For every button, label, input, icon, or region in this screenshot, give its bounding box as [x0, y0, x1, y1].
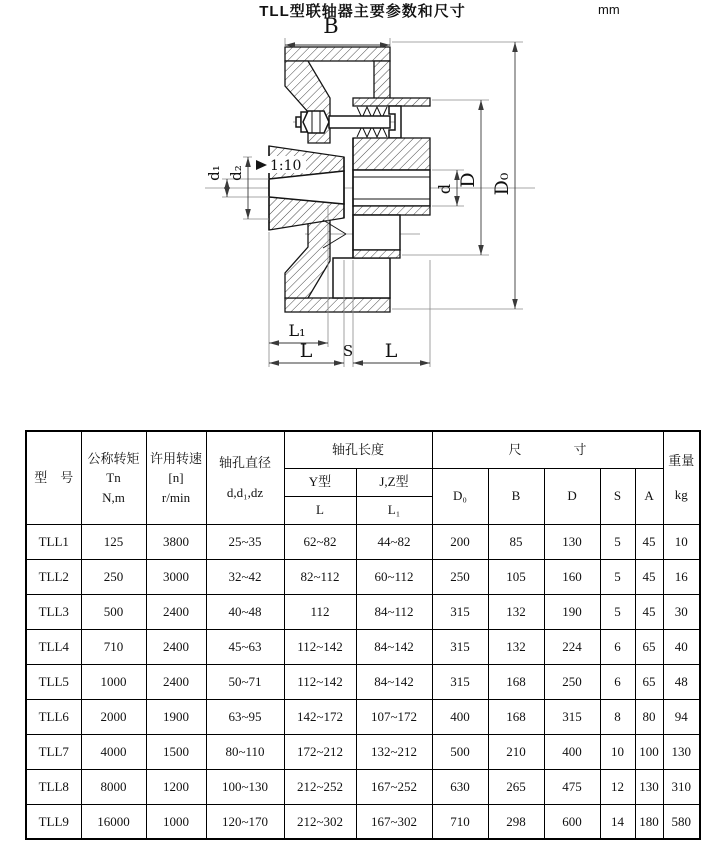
- right-hub-section: [353, 138, 430, 258]
- value-cell: 10: [600, 734, 635, 769]
- value-cell: 112~142: [284, 629, 356, 664]
- value-cell: 168: [488, 664, 544, 699]
- speed-unit: r/min: [161, 489, 191, 505]
- value-cell: 45~63: [206, 629, 284, 664]
- value-cell: 2400: [146, 594, 206, 629]
- speed-symbol: [n]: [168, 470, 184, 485]
- col-header-D: D: [544, 468, 600, 524]
- value-cell: 172~212: [284, 734, 356, 769]
- model-cell: TLL8: [26, 769, 81, 804]
- value-cell: 16000: [81, 804, 146, 839]
- value-cell: 400: [544, 734, 600, 769]
- table-title-row: [25, 0, 700, 22]
- value-cell: 167~252: [356, 769, 432, 804]
- dim-label-taper: 1:10: [270, 158, 302, 174]
- col-header-bore: [206, 431, 284, 524]
- value-cell: 212~302: [284, 804, 356, 839]
- value-cell: 40: [663, 629, 700, 664]
- value-cell: 84~142: [356, 629, 432, 664]
- value-cell: 45: [635, 594, 663, 629]
- model-cell: TLL7: [26, 734, 81, 769]
- value-cell: 580: [663, 804, 700, 839]
- col-header-bore-length: 轴孔长度: [284, 431, 432, 468]
- value-cell: 265: [488, 769, 544, 804]
- value-cell: 30: [663, 594, 700, 629]
- value-cell: 62~82: [284, 524, 356, 559]
- col-header-jz-type: J,Z型: [356, 468, 432, 496]
- value-cell: 1000: [146, 804, 206, 839]
- col-header-y-type: Y型: [284, 468, 356, 496]
- table-row: [26, 594, 700, 629]
- value-cell: 212~252: [284, 769, 356, 804]
- value-cell: 710: [81, 629, 146, 664]
- table-header: [26, 431, 700, 524]
- value-cell: 112: [284, 594, 356, 629]
- value-cell: 2000: [81, 699, 146, 734]
- value-cell: 4000: [81, 734, 146, 769]
- value-cell: 105: [488, 559, 544, 594]
- value-cell: 48: [663, 664, 700, 699]
- value-cell: 1000: [81, 664, 146, 699]
- value-cell: 94: [663, 699, 700, 734]
- value-cell: 50~71: [206, 664, 284, 699]
- table-row: [26, 734, 700, 769]
- value-cell: 132: [488, 629, 544, 664]
- value-cell: 63~95: [206, 699, 284, 734]
- value-cell: 475: [544, 769, 600, 804]
- value-cell: 298: [488, 804, 544, 839]
- dim-label-L1: L₁: [288, 321, 306, 340]
- value-cell: 100~130: [206, 769, 284, 804]
- value-cell: 5: [600, 594, 635, 629]
- col-header-D0: D₀: [432, 468, 488, 524]
- value-cell: 10: [663, 524, 700, 559]
- value-cell: 12: [600, 769, 635, 804]
- value-cell: 100: [635, 734, 663, 769]
- value-cell: 160: [544, 559, 600, 594]
- table-title: TLL型联轴器主要参数和尺寸: [259, 3, 466, 20]
- value-cell: 65: [635, 629, 663, 664]
- value-cell: 1900: [146, 699, 206, 734]
- value-cell: 130: [544, 524, 600, 559]
- col-header-model: 型 号: [26, 431, 81, 524]
- col-header-L: L: [284, 496, 356, 524]
- dim-label-S: S: [342, 342, 354, 360]
- value-cell: 190: [544, 594, 600, 629]
- value-cell: 500: [81, 594, 146, 629]
- value-cell: 315: [432, 629, 488, 664]
- value-cell: 250: [544, 664, 600, 699]
- value-cell: 167~302: [356, 804, 432, 839]
- value-cell: 130: [635, 769, 663, 804]
- table-row: [26, 559, 700, 594]
- value-cell: 6: [600, 629, 635, 664]
- value-cell: 44~82: [356, 524, 432, 559]
- value-cell: 142~172: [284, 699, 356, 734]
- model-cell: TLL3: [26, 594, 81, 629]
- value-cell: 8: [600, 699, 635, 734]
- value-cell: 6: [600, 664, 635, 699]
- value-cell: 107~172: [356, 699, 432, 734]
- table-row: [26, 629, 700, 664]
- value-cell: 8000: [81, 769, 146, 804]
- value-cell: 84~112: [356, 594, 432, 629]
- dim-label-d2: d₂: [227, 165, 245, 181]
- model-cell: TLL4: [26, 629, 81, 664]
- value-cell: 80: [635, 699, 663, 734]
- table-row: [26, 804, 700, 839]
- value-cell: 250: [432, 559, 488, 594]
- value-cell: 2400: [146, 629, 206, 664]
- value-cell: 25~35: [206, 524, 284, 559]
- dim-label-d: d: [435, 183, 454, 195]
- value-cell: 310: [663, 769, 700, 804]
- value-cell: 32~42: [206, 559, 284, 594]
- value-cell: 84~142: [356, 664, 432, 699]
- model-cell: TLL2: [26, 559, 81, 594]
- value-cell: 80~110: [206, 734, 284, 769]
- value-cell: 315: [544, 699, 600, 734]
- col-header-speed: [146, 431, 206, 524]
- value-cell: 5: [600, 524, 635, 559]
- dim-label-D0: D₀: [491, 172, 513, 196]
- coupling-section-svg: [0, 0, 725, 385]
- table-row: [26, 664, 700, 699]
- value-cell: 45: [635, 524, 663, 559]
- model-cell: TLL6: [26, 699, 81, 734]
- value-cell: 630: [432, 769, 488, 804]
- value-cell: 65: [635, 664, 663, 699]
- col-header-size: 尺 寸: [432, 431, 663, 468]
- table-row: [26, 769, 700, 804]
- value-cell: 132: [488, 594, 544, 629]
- table-row: [26, 699, 700, 734]
- value-cell: 400: [432, 699, 488, 734]
- dim-label-d1: d₁: [205, 165, 223, 181]
- value-cell: 85: [488, 524, 544, 559]
- taper-annotation: [252, 156, 306, 174]
- table-body: [26, 524, 700, 839]
- value-cell: 82~112: [284, 559, 356, 594]
- value-cell: 3800: [146, 524, 206, 559]
- value-cell: 60~112: [356, 559, 432, 594]
- col-header-B: B: [488, 468, 544, 524]
- value-cell: 5: [600, 559, 635, 594]
- parameters-table: [25, 430, 701, 840]
- value-cell: 200: [432, 524, 488, 559]
- value-cell: 500: [432, 734, 488, 769]
- torque-unit: N,m: [102, 489, 125, 505]
- value-cell: 2400: [146, 664, 206, 699]
- value-cell: 16: [663, 559, 700, 594]
- col-header-L1: L₁: [356, 496, 432, 524]
- torque-title: 公称转矩: [87, 450, 140, 466]
- value-cell: 130: [663, 734, 700, 769]
- value-cell: 710: [432, 804, 488, 839]
- value-cell: 125: [81, 524, 146, 559]
- col-header-S: S: [600, 468, 635, 524]
- coupling-drawing: [0, 0, 725, 385]
- value-cell: 180: [635, 804, 663, 839]
- bolt-assembly: [296, 111, 390, 133]
- unit-label: mm: [598, 2, 620, 17]
- model-cell: TLL5: [26, 664, 81, 699]
- torque-symbol: Tn: [106, 470, 121, 485]
- weight-unit: kg: [674, 486, 688, 502]
- value-cell: 40~48: [206, 594, 284, 629]
- bolt-shank: [329, 116, 390, 128]
- weight-title: 重量: [668, 453, 695, 469]
- value-cell: 112~142: [284, 664, 356, 699]
- col-header-weight: [663, 431, 700, 524]
- speed-title: 许用转速: [149, 450, 202, 466]
- table-row: [26, 524, 700, 559]
- value-cell: 315: [432, 594, 488, 629]
- value-cell: 168: [488, 699, 544, 734]
- value-cell: 250: [81, 559, 146, 594]
- hex-nut: [303, 111, 329, 133]
- value-cell: 315: [432, 664, 488, 699]
- dim-label-D: D: [457, 172, 479, 188]
- dim-label-B: B: [323, 14, 339, 38]
- value-cell: 1200: [146, 769, 206, 804]
- value-cell: 120~170: [206, 804, 284, 839]
- dim-label-L-left: L: [299, 340, 313, 362]
- bore-title: 轴孔直径: [218, 455, 271, 471]
- value-cell: 600: [544, 804, 600, 839]
- value-cell: 1500: [146, 734, 206, 769]
- value-cell: 3000: [146, 559, 206, 594]
- dim-label-L-right: L: [384, 340, 398, 362]
- col-header-torque: [81, 431, 146, 524]
- bore-symbol: d,d₁,dz: [226, 484, 264, 500]
- col-header-A: A: [635, 468, 663, 524]
- value-cell: 210: [488, 734, 544, 769]
- model-cell: TLL9: [26, 804, 81, 839]
- value-cell: 45: [635, 559, 663, 594]
- value-cell: 224: [544, 629, 600, 664]
- value-cell: 132~212: [356, 734, 432, 769]
- value-cell: 14: [600, 804, 635, 839]
- model-cell: TLL1: [26, 524, 81, 559]
